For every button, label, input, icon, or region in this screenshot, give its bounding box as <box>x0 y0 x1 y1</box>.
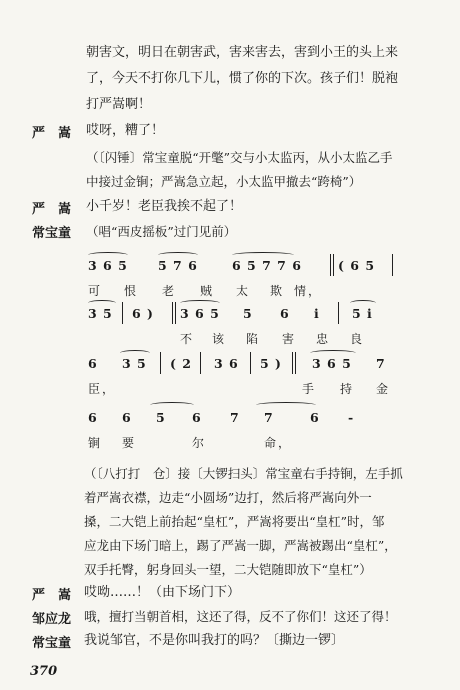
dialogue-line-3: 打严嵩啊！ <box>86 97 152 112</box>
speaker-changbaotong-1: 常宝童 <box>32 226 72 241</box>
score-r3-n1: 6 <box>88 356 98 371</box>
lyric-r3-2: 手 <box>302 382 317 396</box>
dialogue-line-2: 了，今天不打你几下儿，惯了你的下次。孩子们！脱袍 <box>86 71 399 86</box>
score-r3-n5: 5 ) <box>260 356 282 371</box>
stage-direction-2e: 双手托臀，躬身回头一望，二大铠随即放下“皇杠”） <box>84 562 372 577</box>
score-r4-n8: - <box>348 410 355 425</box>
score-r2-n2: 6 ) <box>132 306 154 321</box>
line-yansong-3: 哎呦……！（由下场门下） <box>84 585 241 600</box>
line-yansong-1: 哎呀，糟了！ <box>86 123 165 138</box>
stage-direction-1b: 中接过金锏；严嵩急立起，小太监甲撤去“跨椅”） <box>86 174 362 189</box>
score-r2-n7: 5 i <box>352 306 373 321</box>
lyric-r3-4: 金 <box>376 382 391 396</box>
score-r1-n2: 5 7 6 <box>158 258 198 273</box>
lyric-r1-7: 情， <box>294 284 323 298</box>
lyric-r1-5: 太 <box>236 284 251 298</box>
speaker-yansong-3: 严 嵩 <box>32 588 72 603</box>
line-zouyinglong: 哦，擅打当朝首相，这还了得，反不了你们！这还了得！ <box>84 609 397 624</box>
score-r1-n4: ( 6 5 <box>338 258 376 273</box>
score-r2-n5: 6 <box>280 306 290 321</box>
lyric-r4-3: 尔 <box>192 436 207 450</box>
speaker-zouyinglong: 邹应龙 <box>32 612 72 627</box>
page-number: 370 <box>30 664 58 679</box>
lyric-r4-2: 要 <box>122 436 137 450</box>
lyric-r2-2: 该 <box>212 332 227 346</box>
lyric-r3-3: 持 <box>340 382 355 396</box>
score-r3-n4: 3 6 <box>214 356 239 371</box>
score-r4-n7: 6 <box>310 410 320 425</box>
line-yansong-2: 小千岁！老臣我挨不起了！ <box>86 199 243 214</box>
score-r4-n3: 5 <box>156 410 166 425</box>
stage-direction-2b: 着严嵩衣襟，边走“小圆场”边打，然后将严嵩向外一 <box>84 490 372 505</box>
score-r2-n3: 3 6 5 <box>180 306 220 321</box>
stage-direction-2a: （〔八打打 仓〕接〔大锣扫头〕常宝童右手持锏，左手抓 <box>84 466 403 481</box>
lyric-r3-1: 臣， <box>88 382 117 396</box>
score-r3-n3: ( 2 <box>170 356 192 371</box>
score-r4-n5: 7 <box>230 410 240 425</box>
lyric-r2-3: 陷 <box>246 332 261 346</box>
lyric-r1-2: 恨 <box>124 284 139 298</box>
score-r4-n1: 6 <box>88 410 98 425</box>
dialogue-line-1: 朝害文，明日在朝害武，害来害去，害到小王的头上来 <box>86 45 399 60</box>
lyric-r1-1: 可 <box>88 284 103 298</box>
lyric-r4-1: 锏 <box>88 436 103 450</box>
stage-direction-2d: 应龙由下场门暗上，踢了严嵩一脚，严嵩被踢出“皇杠”， <box>84 538 397 553</box>
score-r3-n7: 7 <box>376 356 386 371</box>
score-r1-n3: 6 5 7 7 6 <box>232 258 302 273</box>
stage-direction-1a: （〔闪锤〕常宝童脱“开氅”交与小太监丙，从小太监乙手 <box>86 150 393 165</box>
lyric-r2-6: 良 <box>350 332 365 346</box>
score-r2-n6: i <box>314 306 320 321</box>
speaker-yansong-1: 严 嵩 <box>32 126 72 141</box>
score-r2-n1: 3 5 <box>88 306 113 321</box>
speaker-yansong-2: 严 嵩 <box>32 202 72 217</box>
lyric-r4-4: 命， <box>264 436 293 450</box>
score-r3-n6: 3 6 5 <box>312 356 352 371</box>
stage-direction-2c: 搡，二大铠上前抬起“皇杠”，严嵩将要出“皇杠”时，邹 <box>84 514 385 529</box>
sing-cue: （唱“西皮摇板”过门见前） <box>86 224 237 239</box>
speaker-changbaotong-2: 常宝童 <box>32 636 72 651</box>
score-r2-n4: 5 <box>243 306 253 321</box>
lyric-r1-6: 欺 <box>270 284 285 298</box>
lyric-r2-4: 害 <box>282 332 297 346</box>
line-changbaotong-2: 我说邹官，不是你叫我打的吗？〔撕边一锣〕 <box>84 633 345 648</box>
score-r1-n1: 3 6 5 <box>88 258 128 273</box>
score-r3-n2: 3 5 <box>122 356 147 371</box>
lyric-r1-3: 老 <box>162 284 177 298</box>
lyric-r2-5: 忠 <box>316 332 331 346</box>
lyric-r2-1: 不 <box>180 332 195 346</box>
score-r4-n4: 6 <box>192 410 202 425</box>
lyric-r1-4: 贼 <box>200 284 215 298</box>
score-r4-n2: 6 <box>122 410 132 425</box>
score-r4-n6: 7 <box>264 410 274 425</box>
